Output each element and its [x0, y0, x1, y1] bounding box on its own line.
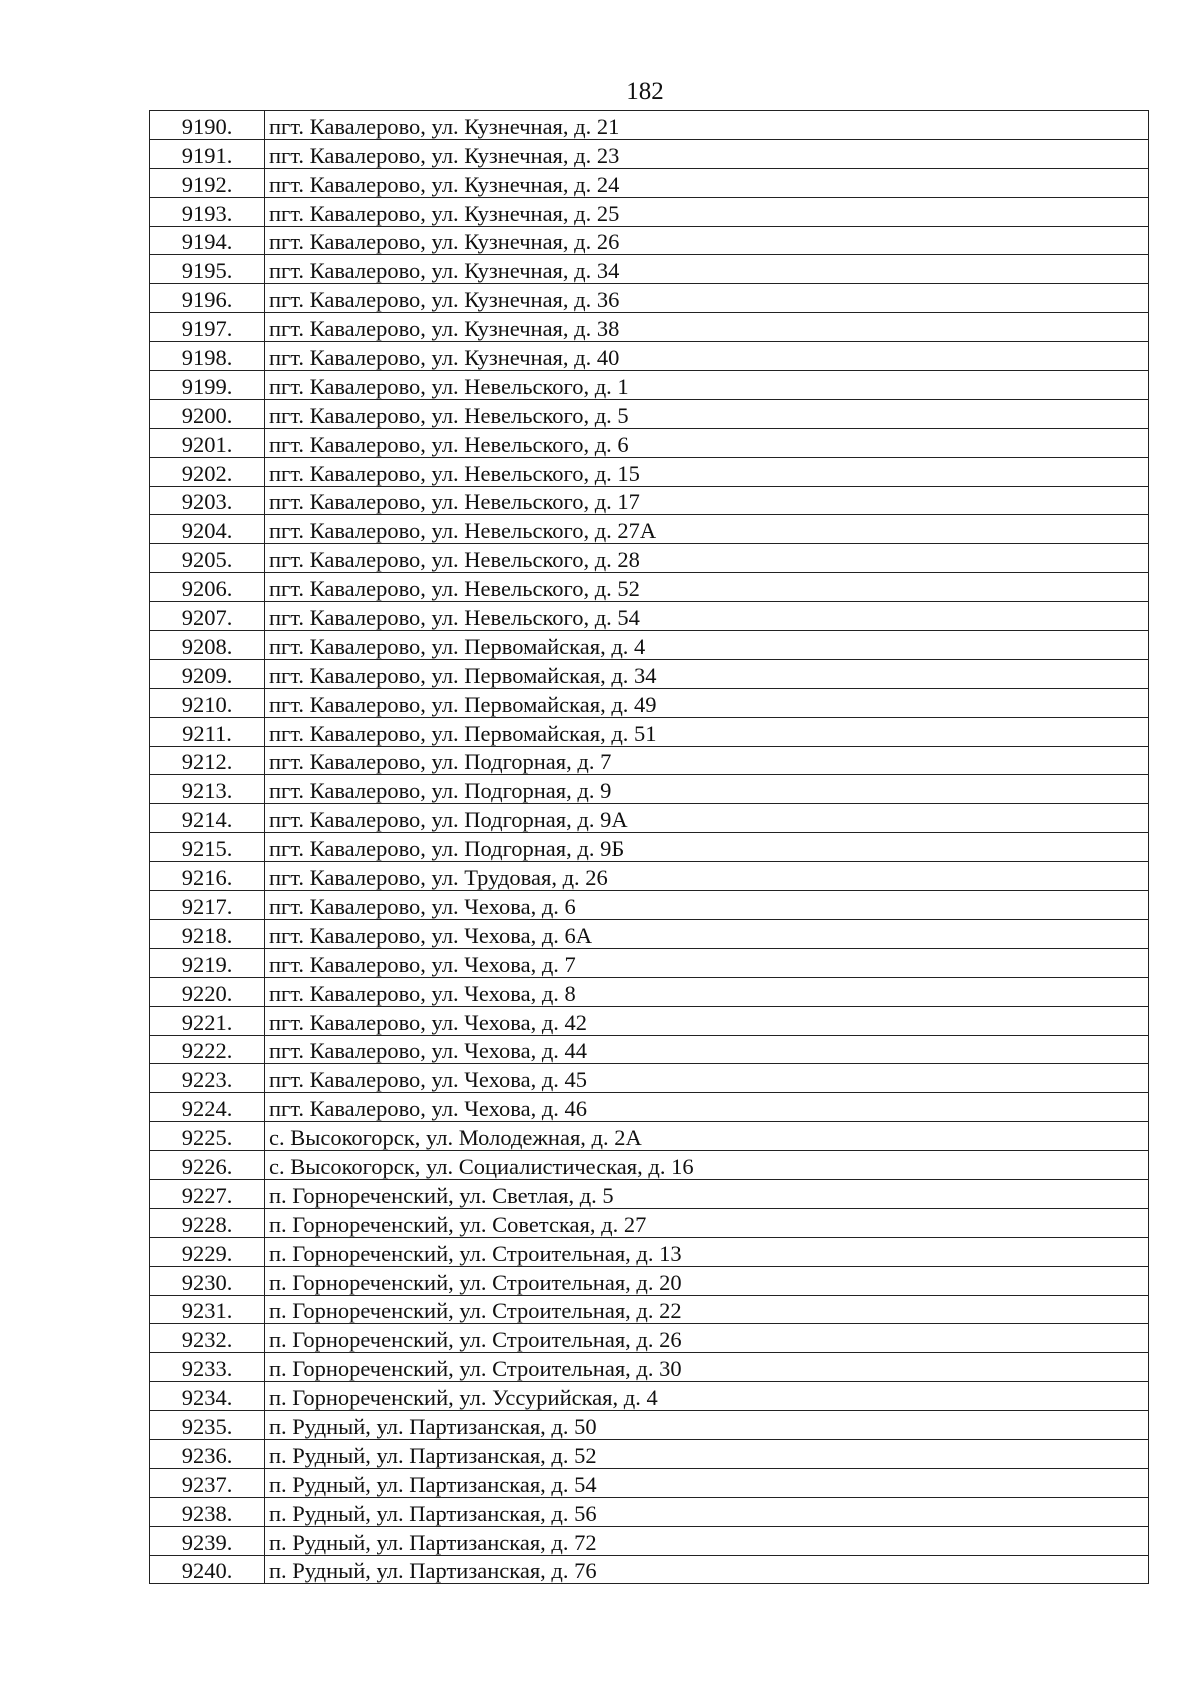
table-row: [150, 313, 1149, 342]
table-row: [150, 457, 1149, 486]
table-row: [150, 659, 1149, 688]
table-row: [150, 775, 1149, 804]
address-cell: пгт. Кавалерово, ул. Невельского, д. 1: [265, 371, 1149, 400]
row-number-cell: 9199.: [150, 371, 265, 400]
address-cell: п. Рудный, ул. Партизанская, д. 56: [265, 1497, 1149, 1526]
table-row: [150, 1266, 1149, 1295]
address-cell: пгт. Кавалерово, ул. Невельского, д. 54: [265, 602, 1149, 631]
table-row: [150, 919, 1149, 948]
row-number-cell: 9202.: [150, 457, 265, 486]
address-cell: пгт. Кавалерово, ул. Подгорная, д. 9: [265, 775, 1149, 804]
address-cell: пгт. Кавалерово, ул. Чехова, д. 42: [265, 1006, 1149, 1035]
address-table-body: [150, 111, 1149, 1584]
row-number-cell: 9227.: [150, 1179, 265, 1208]
row-number-cell: 9190.: [150, 111, 265, 140]
table-row: [150, 631, 1149, 660]
row-number-cell: 9235.: [150, 1411, 265, 1440]
table-row: [150, 573, 1149, 602]
row-number-cell: 9197.: [150, 313, 265, 342]
table-row: [150, 226, 1149, 255]
address-cell: пгт. Кавалерово, ул. Кузнечная, д. 25: [265, 197, 1149, 226]
address-cell: пгт. Кавалерово, ул. Чехова, д. 8: [265, 977, 1149, 1006]
address-cell: п. Горнореченский, ул. Строительная, д. 13: [265, 1237, 1149, 1266]
address-cell: пгт. Кавалерово, ул. Чехова, д. 7: [265, 948, 1149, 977]
table-row: [150, 977, 1149, 1006]
table-row: [150, 1411, 1149, 1440]
table-row: [150, 804, 1149, 833]
table-row: [150, 891, 1149, 920]
row-number-cell: 9231.: [150, 1295, 265, 1324]
table-row: [150, 428, 1149, 457]
table-row: [150, 1439, 1149, 1468]
row-number-cell: 9220.: [150, 977, 265, 1006]
address-cell: пгт. Кавалерово, ул. Первомайская, д. 51: [265, 717, 1149, 746]
table-row: [150, 1179, 1149, 1208]
address-cell: пгт. Кавалерово, ул. Кузнечная, д. 23: [265, 139, 1149, 168]
table-row: [150, 197, 1149, 226]
table-row: [150, 602, 1149, 631]
address-cell: с. Высокогорск, ул. Молодежная, д. 2А: [265, 1122, 1149, 1151]
address-cell: п. Горнореченский, ул. Светлая, д. 5: [265, 1179, 1149, 1208]
table-row: [150, 1324, 1149, 1353]
row-number-cell: 9215.: [150, 833, 265, 862]
address-cell: п. Горнореченский, ул. Уссурийская, д. 4: [265, 1382, 1149, 1411]
row-number-cell: 9219.: [150, 948, 265, 977]
row-number-cell: 9210.: [150, 688, 265, 717]
table-row: [150, 1151, 1149, 1180]
row-number-cell: 9236.: [150, 1439, 265, 1468]
table-row: [150, 1382, 1149, 1411]
address-cell: пгт. Кавалерово, ул. Первомайская, д. 34: [265, 659, 1149, 688]
address-cell: пгт. Кавалерово, ул. Невельского, д. 17: [265, 486, 1149, 515]
address-cell: пгт. Кавалерово, ул. Кузнечная, д. 36: [265, 284, 1149, 313]
row-number-cell: 9229.: [150, 1237, 265, 1266]
row-number-cell: 9194.: [150, 226, 265, 255]
row-number-cell: 9198.: [150, 342, 265, 371]
address-cell: пгт. Кавалерово, ул. Подгорная, д. 9Б: [265, 833, 1149, 862]
address-cell: пгт. Кавалерово, ул. Невельского, д. 52: [265, 573, 1149, 602]
row-number-cell: 9218.: [150, 919, 265, 948]
row-number-cell: 9214.: [150, 804, 265, 833]
table-row: [150, 1237, 1149, 1266]
table-row: [150, 688, 1149, 717]
table-row: [150, 1468, 1149, 1497]
address-cell: пгт. Кавалерово, ул. Кузнечная, д. 26: [265, 226, 1149, 255]
address-table: [149, 110, 1149, 1584]
address-cell: п. Горнореченский, ул. Строительная, д. 22: [265, 1295, 1149, 1324]
row-number-cell: 9206.: [150, 573, 265, 602]
row-number-cell: 9233.: [150, 1353, 265, 1382]
address-cell: пгт. Кавалерово, ул. Чехова, д. 45: [265, 1064, 1149, 1093]
row-number-cell: 9212.: [150, 746, 265, 775]
row-number-cell: 9204.: [150, 515, 265, 544]
address-cell: пгт. Кавалерово, ул. Кузнечная, д. 24: [265, 168, 1149, 197]
address-cell: п. Рудный, ул. Партизанская, д. 52: [265, 1439, 1149, 1468]
address-cell: пгт. Кавалерово, ул. Невельского, д. 28: [265, 544, 1149, 573]
address-cell: п. Рудный, ул. Партизанская, д. 54: [265, 1468, 1149, 1497]
address-cell: пгт. Кавалерово, ул. Трудовая, д. 26: [265, 862, 1149, 891]
row-number-cell: 9213.: [150, 775, 265, 804]
address-cell: пгт. Кавалерово, ул. Чехова, д. 46: [265, 1093, 1149, 1122]
table-row: [150, 1526, 1149, 1555]
row-number-cell: 9228.: [150, 1208, 265, 1237]
table-row: [150, 862, 1149, 891]
address-cell: пгт. Кавалерово, ул. Чехова, д. 6: [265, 891, 1149, 920]
address-cell: пгт. Кавалерово, ул. Кузнечная, д. 34: [265, 255, 1149, 284]
table-row: [150, 544, 1149, 573]
address-cell: п. Горнореченский, ул. Строительная, д. 30: [265, 1353, 1149, 1382]
page-number: 182: [626, 78, 664, 105]
row-number-cell: 9208.: [150, 631, 265, 660]
table-row: [150, 1295, 1149, 1324]
row-number-cell: 9205.: [150, 544, 265, 573]
table-row: [150, 746, 1149, 775]
table-row: [150, 1006, 1149, 1035]
address-cell: пгт. Кавалерово, ул. Первомайская, д. 4: [265, 631, 1149, 660]
table-row: [150, 515, 1149, 544]
table-row: [150, 717, 1149, 746]
table-row: [150, 486, 1149, 515]
row-number-cell: 9225.: [150, 1122, 265, 1151]
row-number-cell: 9211.: [150, 717, 265, 746]
table-row: [150, 1208, 1149, 1237]
row-number-cell: 9191.: [150, 139, 265, 168]
row-number-cell: 9230.: [150, 1266, 265, 1295]
row-number-cell: 9207.: [150, 602, 265, 631]
row-number-cell: 9193.: [150, 197, 265, 226]
address-cell: п. Горнореченский, ул. Советская, д. 27: [265, 1208, 1149, 1237]
address-cell: п. Горнореченский, ул. Строительная, д. 26: [265, 1324, 1149, 1353]
table-row: [150, 342, 1149, 371]
address-cell: пгт. Кавалерово, ул. Невельского, д. 15: [265, 457, 1149, 486]
row-number-cell: 9216.: [150, 862, 265, 891]
table-row: [150, 833, 1149, 862]
row-number-cell: 9222.: [150, 1035, 265, 1064]
row-number-cell: 9238.: [150, 1497, 265, 1526]
row-number-cell: 9221.: [150, 1006, 265, 1035]
row-number-cell: 9209.: [150, 659, 265, 688]
address-cell: п. Горнореченский, ул. Строительная, д. 20: [265, 1266, 1149, 1295]
address-cell: п. Рудный, ул. Партизанская, д. 76: [265, 1555, 1149, 1584]
address-cell: пгт. Кавалерово, ул. Невельского, д. 27А: [265, 515, 1149, 544]
table-row: [150, 1093, 1149, 1122]
address-cell: пгт. Кавалерово, ул. Чехова, д. 6А: [265, 919, 1149, 948]
row-number-cell: 9196.: [150, 284, 265, 313]
address-cell: пгт. Кавалерово, ул. Кузнечная, д. 38: [265, 313, 1149, 342]
address-cell: п. Рудный, ул. Партизанская, д. 72: [265, 1526, 1149, 1555]
row-number-cell: 9217.: [150, 891, 265, 920]
table-row: [150, 1555, 1149, 1584]
table-row: [150, 948, 1149, 977]
table-row: [150, 168, 1149, 197]
row-number-cell: 9226.: [150, 1151, 265, 1180]
row-number-cell: 9239.: [150, 1526, 265, 1555]
table-row: [150, 284, 1149, 313]
table-row: [150, 255, 1149, 284]
row-number-cell: 9203.: [150, 486, 265, 515]
row-number-cell: 9232.: [150, 1324, 265, 1353]
table-row: [150, 399, 1149, 428]
address-cell: пгт. Кавалерово, ул. Первомайская, д. 49: [265, 688, 1149, 717]
row-number-cell: 9201.: [150, 428, 265, 457]
table-row: [150, 1353, 1149, 1382]
address-cell: пгт. Кавалерово, ул. Подгорная, д. 9А: [265, 804, 1149, 833]
address-cell: с. Высокогорск, ул. Социалистическая, д. 16: [265, 1151, 1149, 1180]
address-cell: пгт. Кавалерово, ул. Кузнечная, д. 40: [265, 342, 1149, 371]
address-cell: пгт. Кавалерово, ул. Подгорная, д. 7: [265, 746, 1149, 775]
address-cell: п. Рудный, ул. Партизанская, д. 50: [265, 1411, 1149, 1440]
table-row: [150, 1122, 1149, 1151]
table-row: [150, 139, 1149, 168]
table-row: [150, 371, 1149, 400]
row-number-cell: 9195.: [150, 255, 265, 284]
address-cell: пгт. Кавалерово, ул. Кузнечная, д. 21: [265, 111, 1149, 140]
table-row: [150, 1064, 1149, 1093]
row-number-cell: 9223.: [150, 1064, 265, 1093]
address-cell: пгт. Кавалерово, ул. Невельского, д. 5: [265, 399, 1149, 428]
row-number-cell: 9240.: [150, 1555, 265, 1584]
row-number-cell: 9200.: [150, 399, 265, 428]
table-row: [150, 1035, 1149, 1064]
row-number-cell: 9192.: [150, 168, 265, 197]
address-cell: пгт. Кавалерово, ул. Невельского, д. 6: [265, 428, 1149, 457]
address-cell: пгт. Кавалерово, ул. Чехова, д. 44: [265, 1035, 1149, 1064]
table-row: [150, 1497, 1149, 1526]
table-row: [150, 111, 1149, 140]
row-number-cell: 9234.: [150, 1382, 265, 1411]
row-number-cell: 9224.: [150, 1093, 265, 1122]
row-number-cell: 9237.: [150, 1468, 265, 1497]
